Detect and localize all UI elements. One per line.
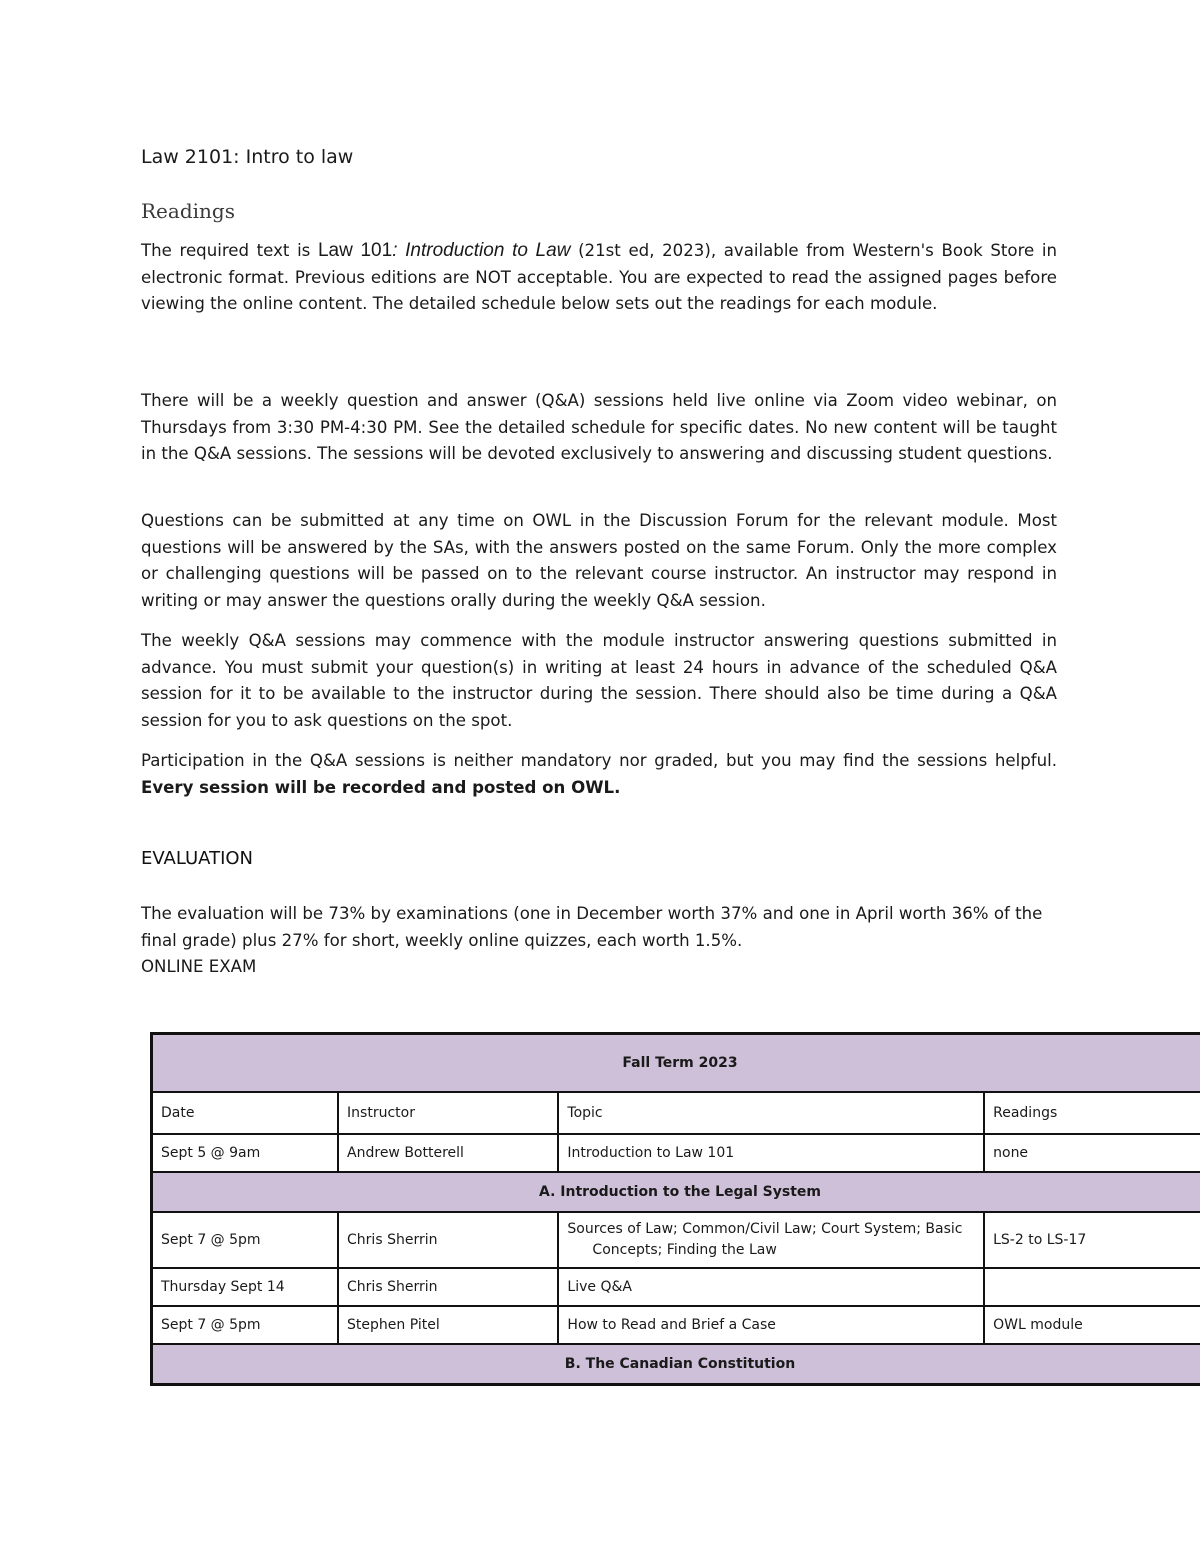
online-exam-label: ONLINE EXAM: [141, 957, 257, 976]
cell-readings: LS-2 to LS-17: [984, 1212, 1200, 1268]
schedule-table: [150, 1032, 1200, 1386]
course-title: Law 2101: Intro to law: [141, 146, 354, 168]
table-row: [152, 1134, 1200, 1172]
book-title: Law 101: Introduction to Law: [317, 240, 571, 261]
section-row-a: [152, 1172, 1200, 1212]
header-topic: Topic: [558, 1092, 984, 1134]
cell-date: Sept 7 @ 5pm: [152, 1306, 339, 1344]
cell-readings: [984, 1268, 1200, 1306]
term-title: Fall Term 2023: [152, 1034, 1200, 1093]
table-row: [152, 1212, 1200, 1268]
table-row: [152, 1306, 1200, 1344]
readings-paragraph-required-text: The required text is Law 101: Introduction to Law (21st ed, 2023), available from Western's Book Store in electronic format. Previous editions are NOT acceptable. You are expected to read the assigned pages before viewing the online content. The detailed schedule below sets out the readings for each module.: [141, 240, 1058, 313]
evaluation-heading: EVALUATION: [141, 848, 254, 869]
header-instructor: Instructor: [338, 1092, 558, 1134]
cell-topic: How to Read and Brief a Case: [558, 1306, 984, 1344]
cell-topic: Sources of Law; Common/Civil Law; Court System; Basic Concepts; Finding the Law: [558, 1212, 984, 1268]
table-row: [152, 1268, 1200, 1306]
weekly-qa-paragraph: The weekly Q&A sessions may commence with the module instructor answering questions submitted in advance. You must submit your question(s) in writing at least 24 hours in advance of the scheduled Q&A session for it to be available to the instructor during the session. There should also be time during a Q&A session for you to ask questions on the spot.: [141, 631, 1057, 730]
table-header-row: [152, 1092, 1200, 1134]
participation-paragraph: Participation in the Q&A sessions is neither mandatory nor graded, but you may find the sessions helpful. Every session will be recorded and posted on OWL.: [141, 751, 1057, 797]
recording-notice: Every session will be recorded and posted on OWL.: [141, 777, 621, 797]
section-title-a: A. Introduction to the Legal System: [152, 1172, 1200, 1212]
header-date: Date: [152, 1092, 339, 1134]
cell-date: Sept 5 @ 9am: [152, 1134, 339, 1172]
cell-date: Sept 7 @ 5pm: [152, 1212, 339, 1268]
readings-heading: Readings: [141, 199, 235, 223]
cell-readings: OWL module: [984, 1306, 1200, 1344]
cell-instructor: Chris Sherrin: [338, 1268, 558, 1306]
cell-instructor: Andrew Botterell: [338, 1134, 558, 1172]
cell-date: Thursday Sept 14: [152, 1268, 339, 1306]
cell-instructor: Stephen Pitel: [338, 1306, 558, 1344]
evaluation-text: The evaluation will be 73% by examinations (one in December worth 37% and one in April worth 36% of the final grade) plus 27% for short, weekly online quizzes, each worth 1.5%.: [141, 904, 1043, 950]
cell-readings: none: [984, 1134, 1200, 1172]
section-title-b: B. The Canadian Constitution: [152, 1344, 1200, 1385]
cell-instructor: Chris Sherrin: [338, 1212, 558, 1268]
cell-topic: Introduction to Law 101: [558, 1134, 984, 1172]
term-title-row: [152, 1034, 1200, 1093]
qa-sessions-paragraph: There will be a weekly question and answer (Q&A) sessions held live online via Zoom video webinar, on Thursdays from 3:30 PM-4:30 PM. See the detailed schedule for specific dates. No new content will be taught in the Q&A sessions. The sessions will be devoted exclusively to answering and discussing student questions.: [141, 391, 1057, 463]
cell-topic: Live Q&A: [558, 1268, 984, 1306]
questions-submission-paragraph: Questions can be submitted at any time on OWL in the Discussion Forum for the relevant module. Most questions will be answered by the SAs, with the answers posted on the same Forum. Only the more complex or challenging questions will be passed on to the relevant course instructor. An instructor may respond in writing or may answer the questions orally during the weekly Q&A session.: [141, 511, 1057, 610]
header-readings: Readings: [984, 1092, 1200, 1134]
section-row-b: [152, 1344, 1200, 1385]
